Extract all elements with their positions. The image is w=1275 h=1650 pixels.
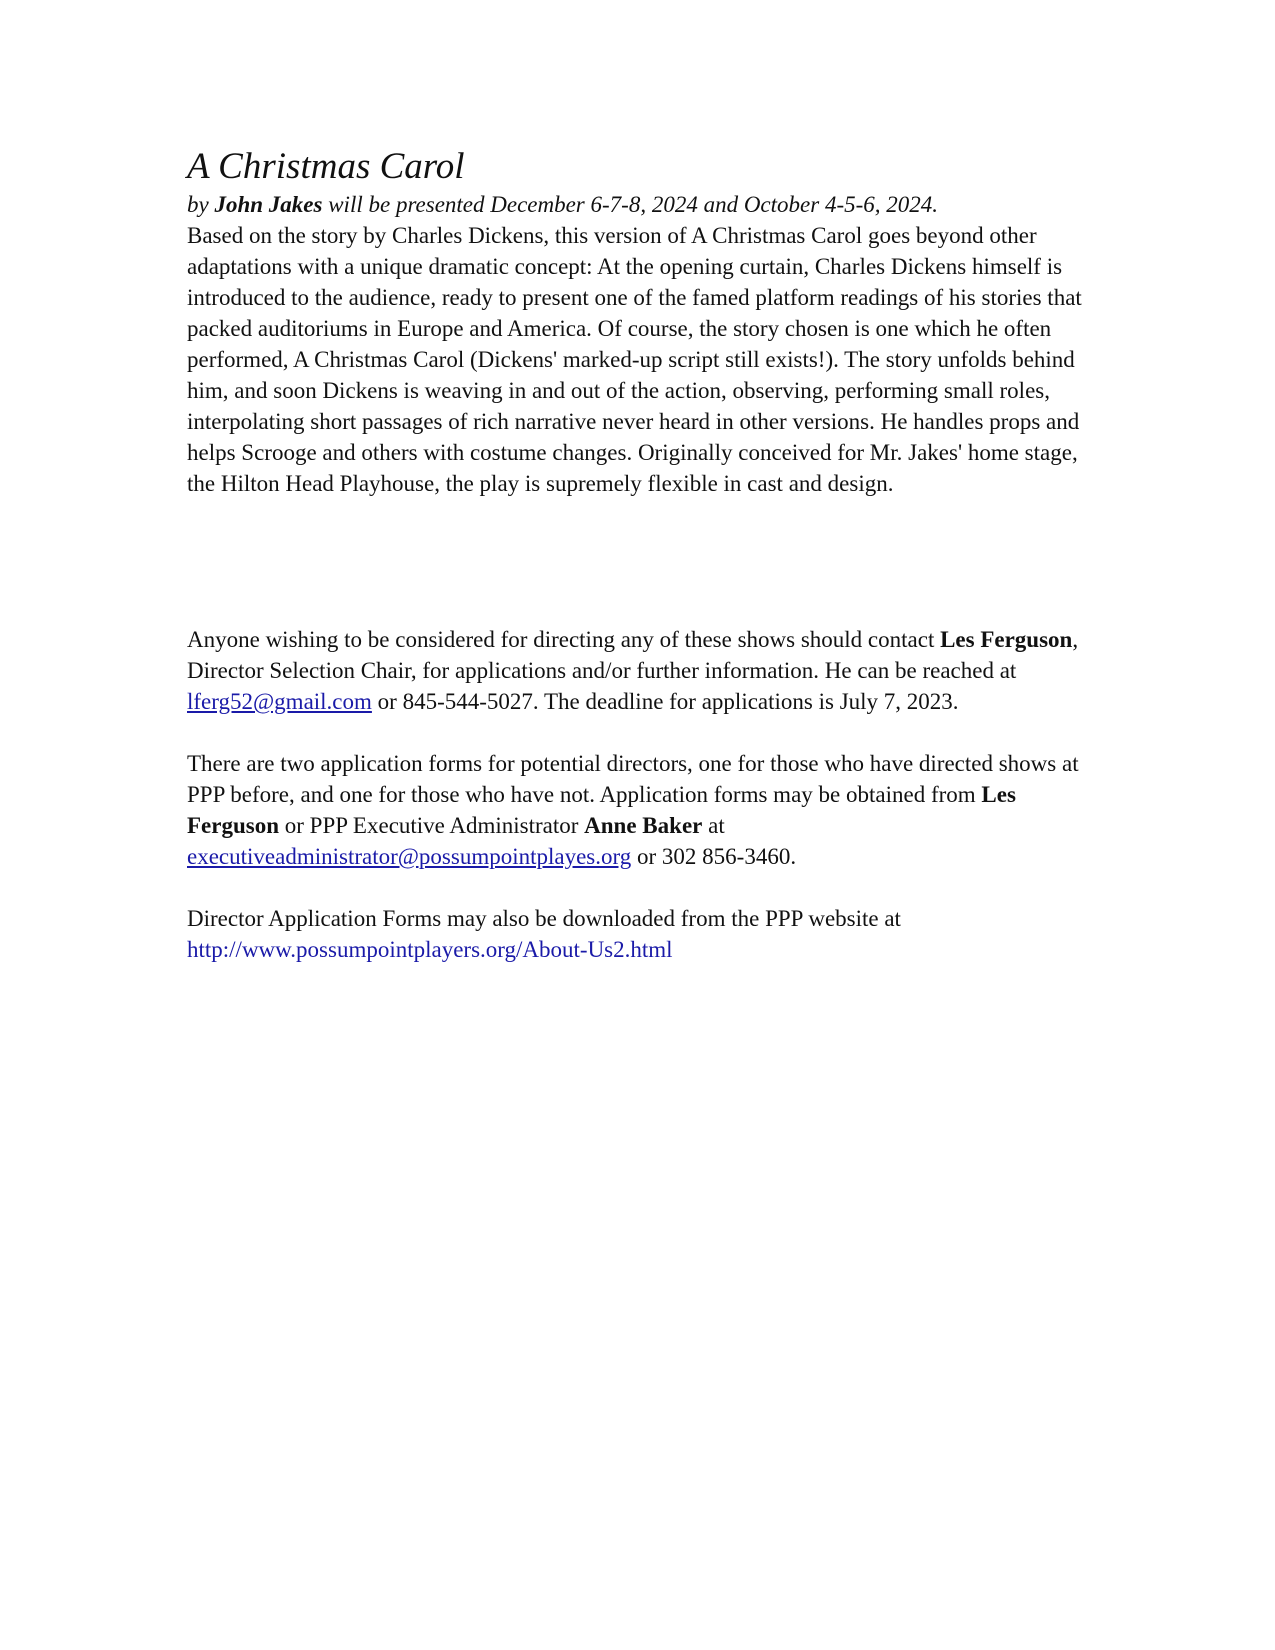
forms-text-2: or PPP Executive Administrator [279, 813, 585, 838]
paragraph-spacer [187, 872, 1097, 903]
contact-name: Les Ferguson [940, 627, 1073, 652]
forms-text-3: at [702, 813, 725, 838]
contact-email-link[interactable]: lferg52@gmail.com [187, 689, 372, 714]
byline-prefix: by [187, 192, 215, 217]
contact-text-3: or 845-544-5027. The deadline for applications is July 7, 2023. [371, 689, 959, 714]
forms-name-2: Anne Baker [584, 813, 703, 838]
section-spacer [187, 499, 1097, 624]
download-text: Director Application Forms may also be downloaded from the PPP website at [187, 906, 901, 931]
show-title: A Christmas Carol [187, 146, 465, 187]
document-page [187, 145, 1097, 965]
contact-text-1: Anyone wishing to be considered for directing any of these shows should contact [187, 627, 941, 652]
forms-email-link[interactable]: executiveadministrator@possumpointplayes.org [187, 844, 632, 869]
forms-text-4: or 302 856-3460. [631, 844, 797, 869]
download-paragraph [187, 903, 1097, 965]
author-name: John Jakes [214, 192, 323, 217]
contact-text-2: , Director Selection Chair, for applications and/or further information. He can be reached at [187, 627, 1079, 683]
paragraph-spacer [187, 717, 1097, 748]
website-url[interactable]: http://www.possumpointplayers.org/About-Us2.html [187, 937, 673, 962]
show-byline [187, 189, 1097, 220]
byline-dates: will be presented December 6-7-8, 2024 and October 4-5-6, 2024. [322, 192, 939, 217]
forms-name-1: Les Ferguson [187, 782, 1016, 838]
forms-paragraph [187, 748, 1097, 872]
forms-text-1: There are two application forms for potential directors, one for those who have directed shows at PPP before, and one for those who have not. Application forms may be obtained from [187, 751, 1079, 807]
contact-paragraph [187, 624, 1097, 717]
show-description: Based on the story by Charles Dickens, this version of A Christmas Carol goes beyond other adaptations with a unique dramatic concept: At the opening curtain, Charles Dickens himself is introduced to the audience, ready to present one of the famed platform readings of his stories that packed auditoriums in Europe and America. Of course, the story chosen is one which he often performed, A Christmas Carol (Dickens' marked-up script still exists!). The story unfolds behind him, and soon Dickens is weaving in and out of the action, observing, performing small roles, interpolating short passages of rich narrative never heard in other versions. He handles props and helps Scrooge and others with costume changes. Originally conceived for Mr. Jakes' home stage, the Hilton Head Playhouse, the play is supremely flexible in cast and design. [187, 223, 1082, 496]
